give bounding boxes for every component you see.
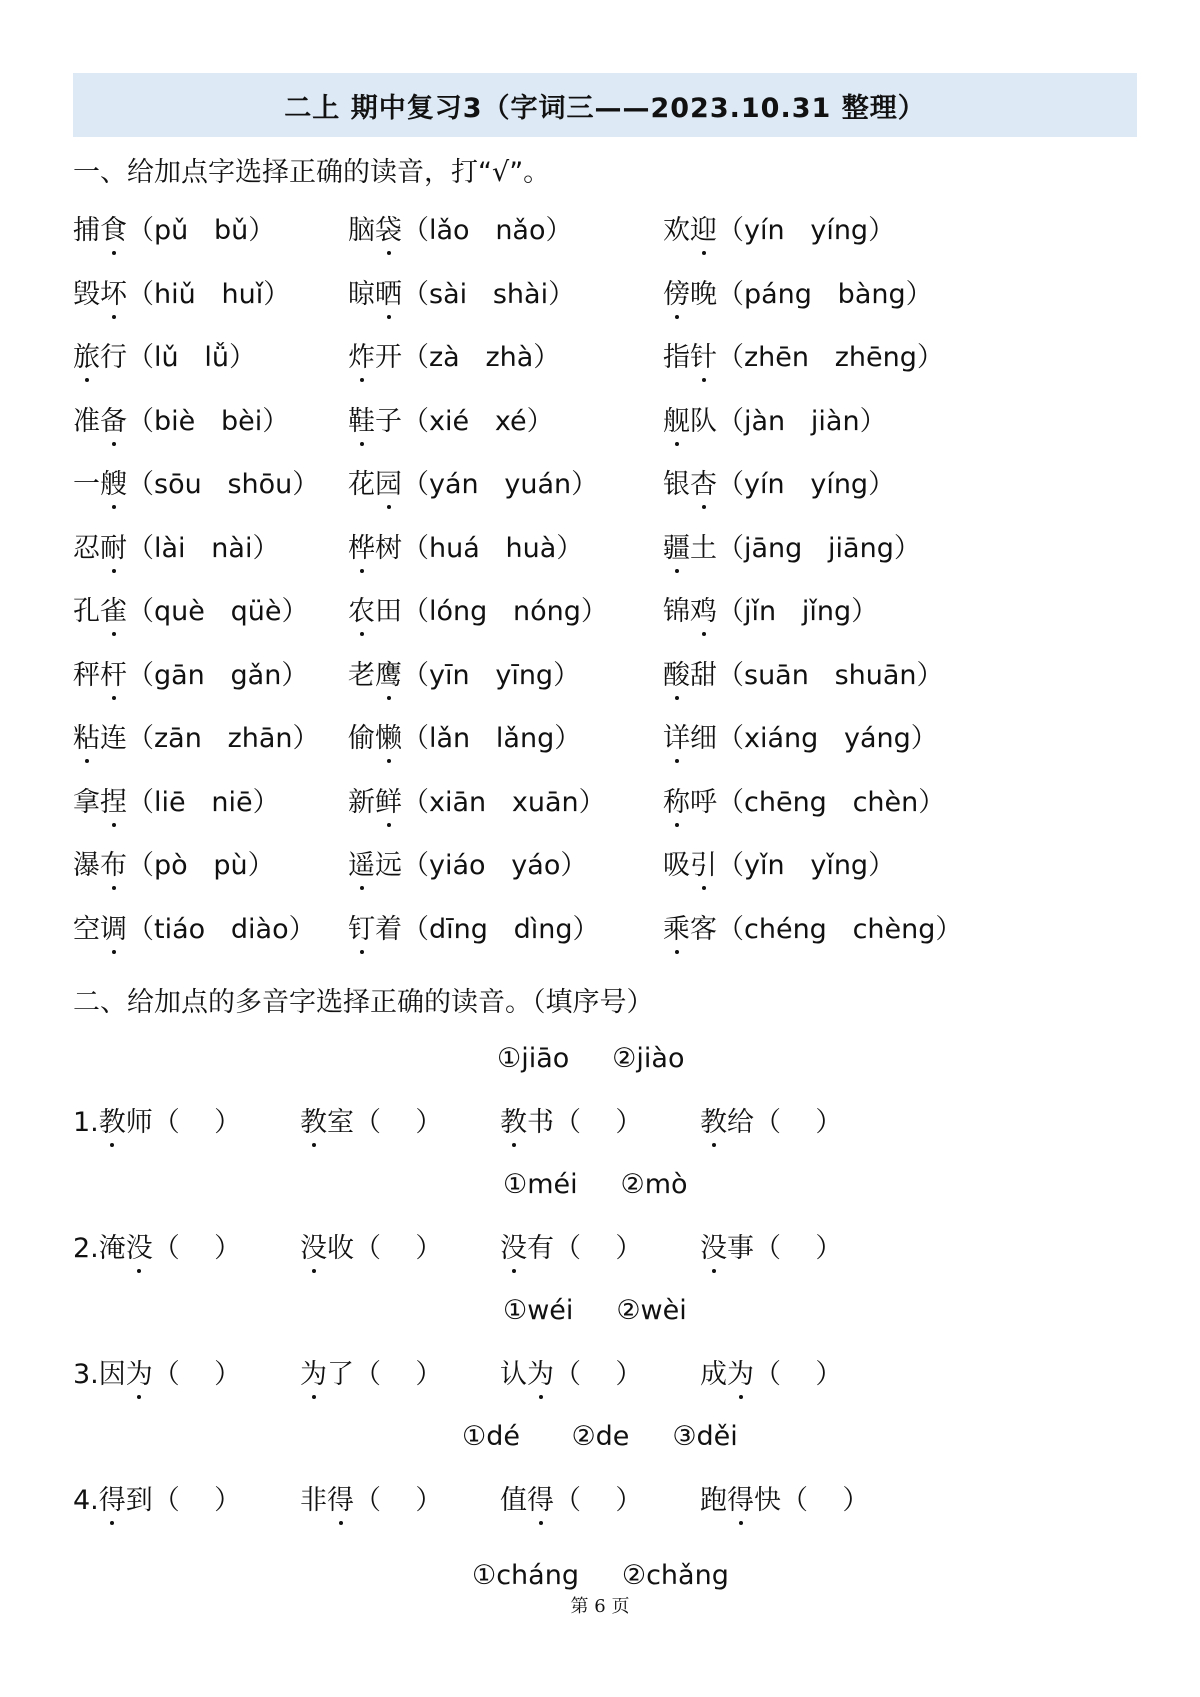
pinyin-choices: （jāng jiāng） [717,532,921,564]
word-suffix: 快 [754,1485,781,1516]
word-suffix: 子 [375,405,402,437]
word-item [73,462,319,501]
question-item [700,1100,842,1139]
word-item [663,843,895,882]
word-row [73,907,1123,947]
dotted-char: 旅 [73,335,100,374]
dotted-char: 调 [100,907,127,946]
word-row [73,399,1123,439]
word-suffix: 着 [375,913,402,945]
word-prefix: 空 [73,913,100,945]
word-prefix: 锦 [663,596,690,627]
word-item [73,716,320,755]
word-prefix: 吸 [663,850,690,881]
pinyin-choices: （què qüè） [127,596,309,627]
word-row [73,843,1123,883]
trailing-options: ①cháng ②chǎng [472,1560,729,1591]
word-suffix: 师 [125,1107,153,1138]
word-suffix: 客 [690,913,717,945]
word-item [663,526,921,565]
dotted-char: 炸 [348,335,375,374]
pinyin-choices: （zhēn zhēng） [717,342,944,373]
pinyin-choices: （liē niē） [127,786,280,818]
word-item [73,653,308,692]
answer-blank[interactable]: （ ） [152,1359,242,1390]
dotted-char: 傍 [663,272,690,311]
dotted-char: 教 [500,1100,527,1139]
question-item [300,1478,442,1517]
dotted-char: 袋 [375,208,402,247]
pinyin-choices: （yín yíng） [717,215,896,246]
question-item [500,1478,642,1517]
pinyin-choices: （pǔ bǔ） [127,215,276,246]
pinyin-choices: （hiǔ huǐ） [127,278,291,310]
question-item [700,1478,869,1517]
word-suffix: 呼 [690,786,717,818]
answer-blank[interactable]: （ ） [554,1107,643,1138]
word-item [73,272,290,311]
word-row [73,272,1123,312]
section-1-heading: 一、给加点字选择正确的读音，打“√”。 [73,157,551,188]
word-suffix: 开 [375,342,402,373]
dotted-char: 农 [348,589,375,628]
question-item [500,1226,642,1265]
dotted-char: 布 [100,843,127,882]
word-suffix: 了 [327,1359,354,1390]
word-suffix: 收 [327,1233,354,1264]
word-prefix: 老 [348,659,375,691]
pinyin-choices: （lǎn lǎng） [402,723,582,754]
pinyin-choices: （yán yuán） [402,469,599,500]
dotted-char: 教 [300,1100,327,1139]
page-number: 第 6 页 [570,1596,630,1617]
word-suffix: 连 [100,723,127,754]
pinyin-choices: （tiáo diào） [127,913,316,945]
word-suffix: 事 [727,1233,754,1264]
word-item [73,526,279,565]
question-item [500,1100,642,1139]
dotted-char: 为 [126,1352,153,1391]
dotted-char: 酸 [663,653,690,692]
dotted-char: 得 [327,1478,354,1517]
word-row [73,780,1123,820]
word-row [73,462,1123,502]
answer-blank[interactable]: （ ） [754,1233,843,1264]
dotted-char: 为 [527,1352,554,1391]
word-prefix: 成 [700,1359,727,1390]
pinyin-choices: （suān shuān） [717,659,944,691]
pinyin-choices: （huá huà） [402,532,584,564]
dotted-char: 得 [527,1478,554,1517]
question-item [700,1226,842,1265]
dotted-char: 晒 [375,272,402,311]
word-item [73,589,308,628]
word-item [348,653,580,692]
word-suffix: 土 [690,532,717,564]
dotted-char: 艘 [100,462,127,501]
word-item [348,780,606,819]
dotted-char: 详 [663,716,690,755]
word-item [663,907,962,946]
word-prefix: 忍 [73,532,100,564]
pinyin-choices: （sài shài） [402,278,576,310]
word-item [348,208,573,247]
question-item [300,1352,442,1391]
dotted-char: 教 [99,1100,126,1139]
word-prefix: 4. [73,1485,99,1516]
word-prefix: 秤 [73,659,100,691]
dotted-char: 没 [300,1226,327,1265]
pinyin-choices: （dīng dìng） [402,913,600,945]
question-item [300,1226,442,1265]
word-row [73,589,1123,629]
word-item [663,272,933,311]
dotted-char: 没 [700,1226,727,1265]
dotted-char: 捏 [100,780,127,819]
dotted-char: 桦 [348,526,375,565]
word-prefix: 跑 [700,1485,727,1516]
word-item [663,208,895,247]
pronunciation-options: ①wéi ②wèi [503,1295,687,1326]
question-item [73,1352,241,1391]
pinyin-choices: （yǐn yǐng） [717,850,896,881]
dotted-char: 为 [727,1352,754,1391]
pinyin-choices: （yīn yīng） [402,659,581,691]
word-prefix: 新 [348,786,375,818]
word-item [73,907,316,946]
pronunciation-options: ①jiāo ②jiào [497,1043,685,1074]
dotted-char: 乘 [663,907,690,946]
word-item [663,462,895,501]
dotted-char: 得 [99,1478,126,1517]
dotted-char: 坏 [100,272,127,311]
word-row [73,526,1123,566]
pinyin-choices: （yiáo yáo） [402,850,588,881]
dotted-char: 杏 [690,462,717,501]
pronunciation-options: ①méi ②mò [503,1169,688,1200]
word-item [73,399,289,438]
word-suffix: 有 [527,1233,554,1264]
word-prefix: 晾 [348,278,375,310]
word-item [663,653,944,692]
word-item [348,462,598,501]
word-item [348,589,608,628]
word-suffix: 室 [327,1107,354,1138]
word-item [663,399,887,438]
answer-blank[interactable]: （ ） [354,1485,443,1516]
dotted-char: 食 [100,208,127,247]
word-prefix: 3.因 [73,1359,126,1390]
pinyin-choices: （lài nài） [127,532,280,564]
word-suffix: 甜 [690,659,717,691]
word-prefix: 毁 [73,278,100,310]
answer-blank[interactable]: （ ） [554,1233,643,1264]
word-suffix: 树 [375,532,402,564]
dotted-char: 没 [500,1226,527,1265]
word-row [73,716,1123,756]
pinyin-choices: （xiáng yáng） [717,723,938,754]
answer-blank[interactable]: （ ） [754,1359,843,1390]
pinyin-choices: （sōu shōu） [127,469,320,500]
dotted-char: 钉 [348,907,375,946]
word-prefix: 准 [73,405,100,437]
word-suffix: 晚 [690,278,717,310]
page-title: 二上 期中复习3（字词三——2023.10.31 整理） [73,73,1137,137]
dotted-char: 舰 [663,399,690,438]
question-item [73,1100,241,1139]
pinyin-choices: （xiān xuān） [402,786,606,818]
dotted-char: 教 [700,1100,727,1139]
word-prefix: 孔 [73,596,100,627]
word-suffix: 行 [100,342,127,373]
dotted-char: 雀 [100,589,127,628]
answer-blank[interactable]: （ ） [152,1233,242,1264]
dotted-char: 鲜 [375,780,402,819]
pinyin-choices: （lǎo nǎo） [402,215,573,246]
word-item [663,335,944,374]
word-item [348,335,560,374]
word-row [73,335,1123,375]
dotted-char: 没 [126,1226,153,1265]
word-prefix: 指 [663,342,690,373]
answer-blank[interactable]: （ ） [554,1485,643,1516]
dotted-char: 疆 [663,526,690,565]
dotted-char: 鹰 [375,653,402,692]
word-suffix: 给 [727,1107,754,1138]
word-row [73,653,1123,693]
word-prefix: 花 [348,469,375,500]
dotted-char: 杆 [100,653,127,692]
pinyin-choices: （jǐn jǐng） [717,596,879,627]
answer-blank[interactable]: （ ） [354,1233,443,1264]
pinyin-choices: （zān zhān） [127,723,320,754]
answer-blank[interactable]: （ ） [754,1107,843,1138]
word-prefix: 偷 [348,723,375,754]
dotted-char: 迎 [690,208,717,247]
word-item [73,335,256,374]
pinyin-choices: （biè bèi） [127,405,290,437]
word-prefix: 欢 [663,215,690,246]
answer-blank[interactable]: （ ） [152,1107,242,1138]
word-item [348,272,575,311]
dotted-char: 鸡 [690,589,717,628]
pinyin-choices: （jàn jiàn） [717,405,887,437]
dotted-char: 备 [100,399,127,438]
word-item [348,907,600,946]
word-item [73,843,275,882]
word-item [348,716,581,755]
word-suffix: 细 [690,723,717,754]
word-item [348,526,583,565]
dotted-char: 为 [300,1352,327,1391]
word-suffix: 书 [527,1107,554,1138]
dotted-char: 称 [663,780,690,819]
word-item [73,780,280,819]
word-item [73,208,275,247]
dotted-char: 懒 [375,716,402,755]
section-2-heading: 二、给加点的多音字选择正确的读音。（填序号） [73,987,654,1018]
word-suffix: 到 [125,1485,153,1516]
word-prefix: 1. [73,1107,99,1138]
word-item [663,716,938,755]
answer-blank[interactable]: （ ） [354,1107,443,1138]
word-prefix: 非 [300,1485,327,1516]
question-item [500,1352,642,1391]
answer-blank[interactable]: （ ） [554,1359,643,1390]
pinyin-choices: （pò pù） [127,850,275,881]
question-item [700,1352,842,1391]
question-item [73,1226,241,1265]
word-prefix: 捕 [73,215,100,246]
word-suffix: 远 [375,850,402,881]
word-row [73,208,1123,248]
dotted-char: 园 [375,462,402,501]
answer-blank[interactable]: （ ） [152,1485,242,1516]
dotted-char: 遥 [348,843,375,882]
word-suffix: 队 [690,405,717,437]
question-item [73,1478,241,1517]
word-item [663,780,945,819]
word-item [348,399,554,438]
word-item [663,589,878,628]
word-prefix: 一 [73,469,100,500]
dotted-char: 耐 [100,526,127,565]
word-prefix: 拿 [73,786,100,818]
word-prefix: 2.淹 [73,1233,126,1264]
answer-blank[interactable]: （ ） [354,1359,443,1390]
answer-blank[interactable]: （ ） [781,1485,870,1516]
pinyin-choices: （zà zhà） [402,342,561,373]
pinyin-choices: （xié xé） [402,405,554,437]
word-prefix: 认 [500,1359,527,1390]
dotted-char: 得 [727,1478,754,1517]
question-item [300,1100,442,1139]
pinyin-choices: （lóng nóng） [402,596,608,627]
pronunciation-options: ①dé ②de ③děi [462,1421,738,1452]
pinyin-choices: （chéng chèng） [717,913,963,945]
word-prefix: 值 [500,1485,527,1516]
pinyin-choices: （gān gǎn） [127,659,309,691]
pinyin-choices: （páng bàng） [717,278,933,310]
word-prefix: 银 [663,469,690,500]
dotted-char: 针 [690,335,717,374]
pinyin-choices: （chēng chèn） [717,786,946,818]
pinyin-choices: （yín yíng） [717,469,896,500]
dotted-char: 引 [690,843,717,882]
word-suffix: 田 [375,596,402,627]
word-prefix: 瀑 [73,850,100,881]
word-item [348,843,587,882]
dotted-char: 鞋 [348,399,375,438]
word-prefix: 脑 [348,215,375,246]
dotted-char: 粘 [73,716,100,755]
pinyin-choices: （lǔ lǚ） [127,342,256,373]
